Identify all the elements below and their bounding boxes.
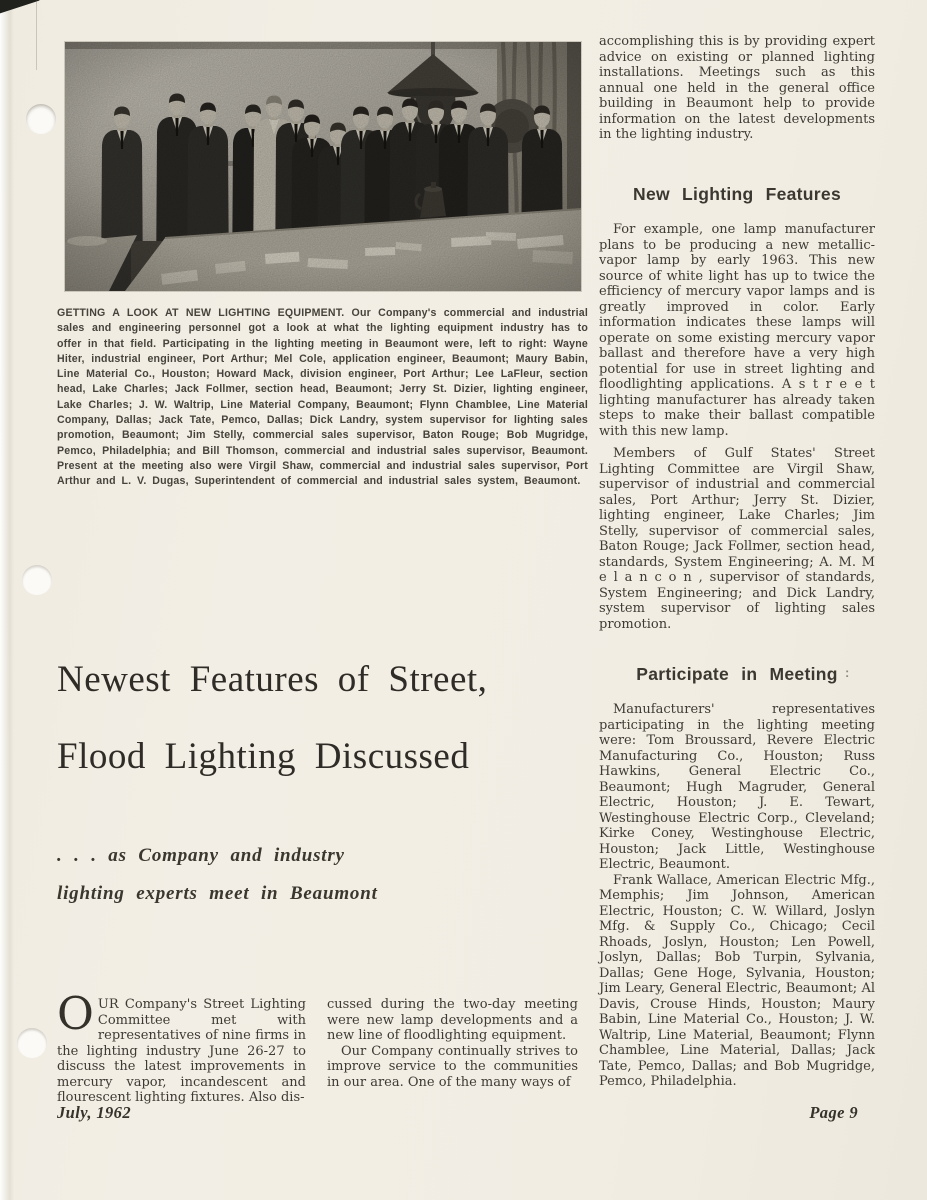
- footer-page-number: Page 9: [809, 1103, 858, 1122]
- article-column-2: [327, 997, 578, 1106]
- right-column-intro: accomplishing this is by providing expert advice on existing or planned lighting installations. Meetings such as this annual one held in the general office building in Beaumont help to provide information on the latest developments in the lighting industry.: [599, 34, 875, 142]
- column-2-paragraph-1: cussed during the two-day meeting were new lamp developments and a new line of floodlighting equipment.: [327, 997, 578, 1043]
- page-crease: [36, 0, 37, 70]
- meeting-group-photo: [65, 42, 581, 291]
- article-column-1: [57, 987, 306, 1106]
- page-left-edge-shadow: [0, 0, 14, 1200]
- participate-paragraph-1: Manufacturers' representatives participating in the lighting meeting were: Tom Broussard, Revere Electric Manufacturing Co., Houston; Russ Hawkins, General Electric Co., Beaumont; Hugh Magruder, General Electric, Houston; J. E. Tewart, Westinghouse Electric Corp., Cleveland; Kirke Coney, Westinghouse Electric, Houston; Jack Little, Westinghouse Electric, Beaumont.: [599, 702, 875, 872]
- participate-paragraph-2: Frank Wallace, American Electric Mfg., Memphis; Jim Johnson, American Electric, Houston; C. W. Willard, Joslyn Mfg. & Supply Co., Chicago; Cecil Rhoads, Joslyn, Houston; Len Powell, Joslyn, Dallas; Bob Turpin, Sylvania, Dallas; Gene Hoge, Sylvania, Houston; Jim Leary, General Electric, Beaumont; Al Davis, Crouse Hinds, Houston; Maury Babin, Line Material Co., Houston; J. W. Waltrip, Line Material, Beaumont; Flynn Chamblee, Line Material, Dallas; Jack Tate, Pemco, Dallas; and Bob Mugridge, Pemco, Philadelphia.: [599, 872, 875, 1089]
- article-subtitle-line1: . . . as Company and industry: [57, 845, 345, 866]
- article-headline-line1: Newest Features of Street,: [57, 659, 488, 700]
- drop-cap: O: [57, 987, 94, 1040]
- print-artifact-mark: :: [845, 665, 850, 680]
- new-lighting-features-paragraph-1: For example, one lamp manufacturer plans to be producing a new metallic-vapor lamp by early 1963. This new source of white light has up to twice the efficiency of mercury vapor lamps and is greatly improved in color. Early information indicates these lamps will operate on some existing mercury vapor ballast and therefore have a very high potential for use in street lighting and floodlighting applications. A s t r e e t lighting manufacturer has already taken steps to make their ballast compatible with this new lamp.: [599, 222, 875, 439]
- section-heading-participate-in-meeting: Participate in Meeting: [636, 664, 838, 684]
- column-1-text: UR Company's Street Lighting Committee met with representatives of nine firms in the lighting industry June 26-27 to discuss the latest improvements in mercury vapor, incandescent and flourescent lighting fixtures. Also dis-: [57, 997, 306, 1105]
- article-headline-line2: Flood Lighting Discussed: [57, 736, 470, 777]
- column-2-paragraph-2: Our Company continually strives to improve service to the communities in our area. One of the many ways of: [327, 1043, 578, 1090]
- participate-in-meeting-paragraphs: [599, 702, 875, 1090]
- punch-hole-bottom: [17, 1028, 47, 1058]
- section-heading-new-lighting-features: New Lighting Features: [633, 184, 841, 204]
- punch-hole-top: [26, 104, 56, 134]
- article-body-columns: [57, 987, 578, 1106]
- punch-hole-middle: [22, 565, 52, 595]
- article-subtitle-line2: lighting experts meet in Beaumont: [57, 883, 378, 904]
- footer-issue-date: July, 1962: [57, 1103, 131, 1122]
- photo-caption: GETTING A LOOK AT NEW LIGHTING EQUIPMENT. Our Company's commercial and industrial sales and engineering personnel got a look at what the lighting equipment industry has to offer in that field. Participating in the lighting meeting in Beaumont were, left to right: Wayne Hiter, industrial engineer, Port Arthur; Mel Cole, application engineer, Beaumont; Maury Babin, Line Material Co., Houston; Howard Mack, division engineer, Port Arthur; Lee LaFleur, section head, Lake Charles; Jack Follmer, section head, Beaumont; Jerry St. Dizier, lighting engineer, Lake Charles; J. W. Waltrip, Line Material Company, Beaumont; Flynn Chamblee, Line Material Company, Dallas; Jack Tate, Pemco, Dallas; Dick Landry, system supervisor for lighting sales promotion, Beaumont; Jim Stelly, commercial sales supervisor, Baton Rouge; Bob Mugridge, Pemco, Philadelphia; and Bill Thomson, commercial and industrial sales supervisor, Beaumont. Present at the meeting also were Virgil Shaw, commercial and industrial sales supervisor, Port Arthur and L. V. Dugas, Superintendent of commercial and industrial sales system, Beaumont.: [57, 307, 588, 488]
- new-lighting-features-paragraph-2: Members of Gulf States' Street Lighting Committee are Virgil Shaw, supervisor of industrial and commercial sales, Port Arthur; Jerry St. Dizier, lighting engineer, Lake Charles; Jim Stelly, supervisor of commercial sales, Baton Rouge; Jack Follmer, section head, standards, System Engineering; A. M. M e l a n c o n , supervisor of standards, System Engineering; and Dick Landry, system supervisor of lighting sales promotion.: [599, 446, 875, 632]
